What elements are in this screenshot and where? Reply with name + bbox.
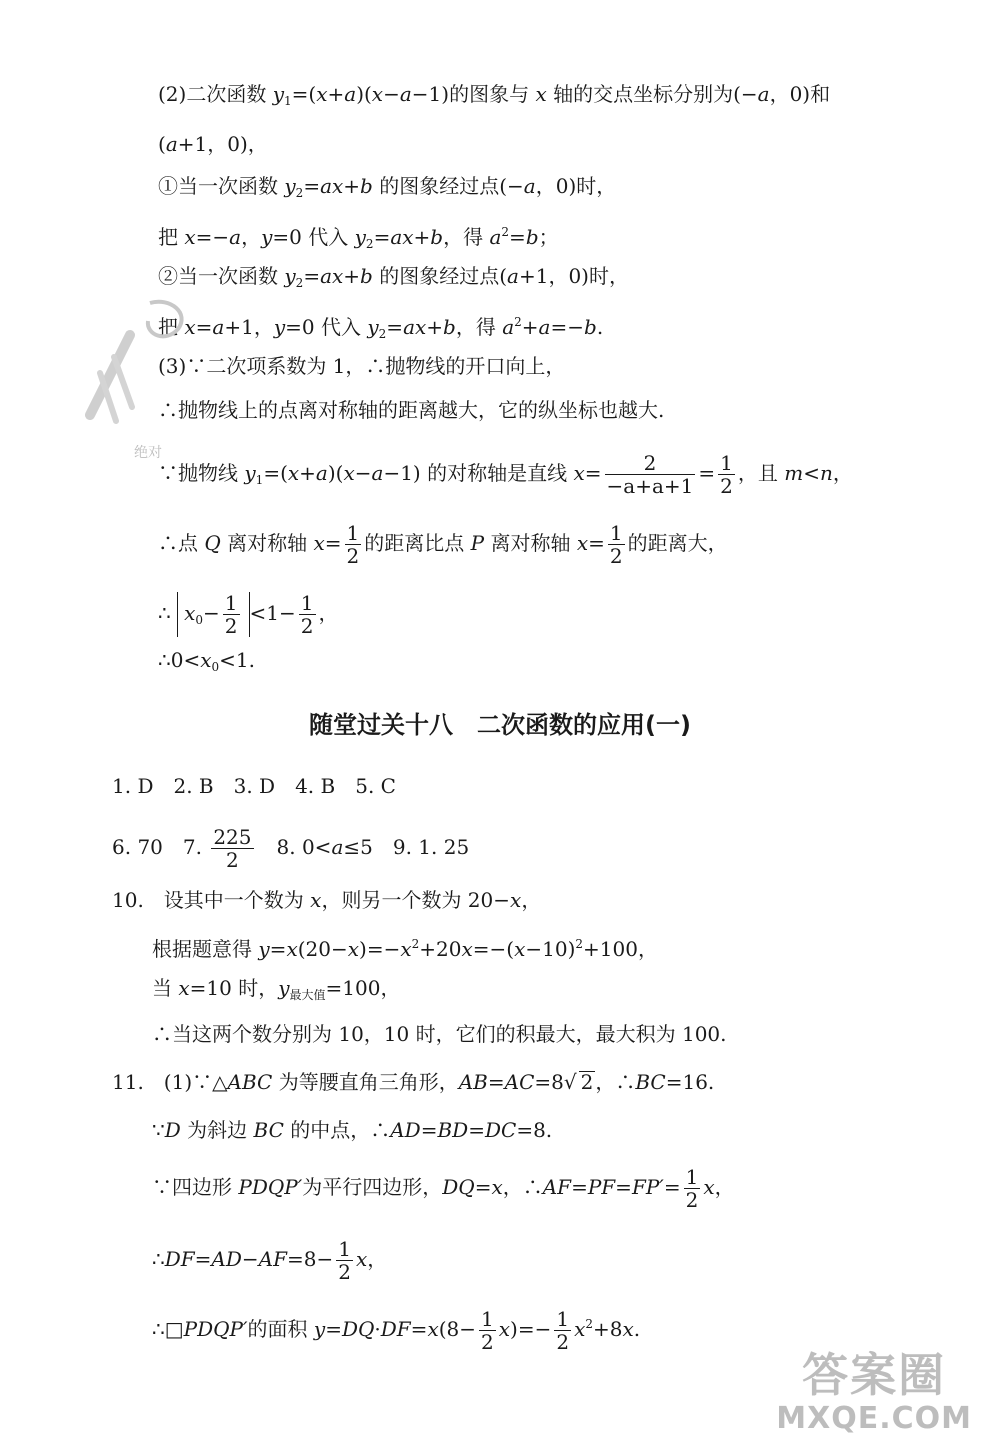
answers-row-2: 6. 70 7. $\frac{225}{2}$ 8. 0<a≤5 9. 1. 25: [112, 825, 470, 872]
answers-row-1: 1. D 2. B 3. D 4. B 5. C: [112, 774, 396, 798]
fraction-half: $\frac{1}{2}$: [609, 521, 623, 568]
watermark-url: MXQE.COM: [776, 1401, 972, 1436]
sol-line-3-abs: ∴ $x_0-$ $\frac{1}{2}$ <1− $\frac{1}{2}$ ，: [158, 591, 339, 638]
q11-line-2: ∵D 为斜边 BC 的中点，∴AD=BD=DC=8.: [152, 1118, 553, 1142]
q10-line-3: 当 x=10 时，$y_{最大值}=100$，: [152, 976, 401, 1002]
fraction-half: $\frac{1}{2}$: [556, 1307, 570, 1354]
sol-line-case2: ②当一次函数 $y_2=ax+b$ 的图象经过点(a+1，0)时，: [158, 264, 629, 290]
sol-line-3-axis: ∵抛物线 $y_1=(x+a)(x-a-1)$ 的对称轴是直线 x= $\frac{2}{-a+a+1}$ = $\frac{1}{2}$ ，且 m<n，: [158, 451, 853, 498]
section-title: 随堂过关十八 二次函数的应用(一): [309, 711, 691, 739]
q11-line-1: 11. (1)∵△ABC 为等腰直角三角形，AB=AC=8√ 2 ，∴BC=16.: [112, 1070, 715, 1094]
sol-line-3-intro: (3)∵二次项系数为 1，∴抛物线的开口向上，: [158, 354, 566, 378]
sol-line-3-monotone: ∴抛物线上的点离对称轴的距离越大，它的纵坐标也越大.: [158, 398, 665, 422]
fraction-axis: $\frac{2}{-a+a+1}$: [606, 451, 694, 498]
sol-line-3-compare: ∴点 Q 离对称轴 x= $\frac{1}{2}$ 的距离比点 P 离对称轴 x= $\frac{1}{2}$ 的距离大，: [158, 521, 728, 568]
sol-line-2-intro-cont: (a+1，0)，: [158, 132, 268, 156]
fraction-half: $\frac{1}{2}$: [300, 591, 314, 638]
sol-line-case1: ①当一次函数 $y_2=ax+b$ 的图象经过点(−a，0)时，: [158, 174, 617, 200]
sol-line-3-result: $\therefore 0<x_0<1$.: [158, 648, 255, 674]
q10-line-4: ∴当这两个数分别为 10，10 时，它们的积最大，最大积为 100.: [152, 1022, 727, 1046]
sol-line-case1-sub: 把 x=−a，y=0 代入 $y_2=ax+b$，得 $a^2=b$；: [158, 225, 559, 251]
fraction-q7: $\frac{225}{2}$: [213, 825, 252, 872]
stamp-label: 绝对: [134, 445, 162, 461]
q10-line-1: 10. 设其中一个数为 x，则另一个数为 20−x，: [112, 888, 542, 912]
q11-line-3: ∵四边形 PDQP′为平行四边形，DQ=x，∴AF=PF=FP′= $\frac{1}{2}$ x，: [152, 1165, 735, 1212]
fraction-half: $\frac{1}{2}$: [481, 1307, 494, 1354]
sol-line-case2-sub: 把 x=a+1，y=0 代入 $y_2=ax+b$，得 $a^2+a=-b$.: [158, 315, 604, 341]
absolute-value: $x_0-$ $\frac{1}{2}$: [177, 592, 249, 637]
fraction-half: $\frac{1}{2}$: [224, 591, 238, 638]
fraction-half: $\frac{1}{2}$: [338, 1237, 351, 1284]
q10-line-2: 根据题意得 $y=x(20-x)=-x^2+20x=-(x-10)^2+100$，: [152, 937, 658, 961]
sol-line-2-intro: (2)二次函数 $y_1=(x+a)(x-a-1)$的图象与 x 轴的交点坐标分别为(−a，0)和: [158, 82, 831, 108]
fraction-half: $\frac{1}{2}$: [346, 521, 360, 568]
fraction-half: $\frac{1}{2}$: [720, 451, 733, 498]
q11-line-5: ∴□PDQP′的面积 y=DQ·DF=x(8− $\frac{1}{2}$ x)=− $\frac{1}{2}$ $x^2+8x$.: [152, 1307, 641, 1354]
watermark-logo: 答案圈: [802, 1348, 947, 1402]
fraction-half: $\frac{1}{2}$: [685, 1165, 699, 1212]
stamp-mark-icon: [70, 295, 190, 461]
q11-line-4: ∴DF=AD−AF=8− $\frac{1}{2}$ x，: [152, 1237, 388, 1284]
watermark: [776, 1349, 972, 1436]
